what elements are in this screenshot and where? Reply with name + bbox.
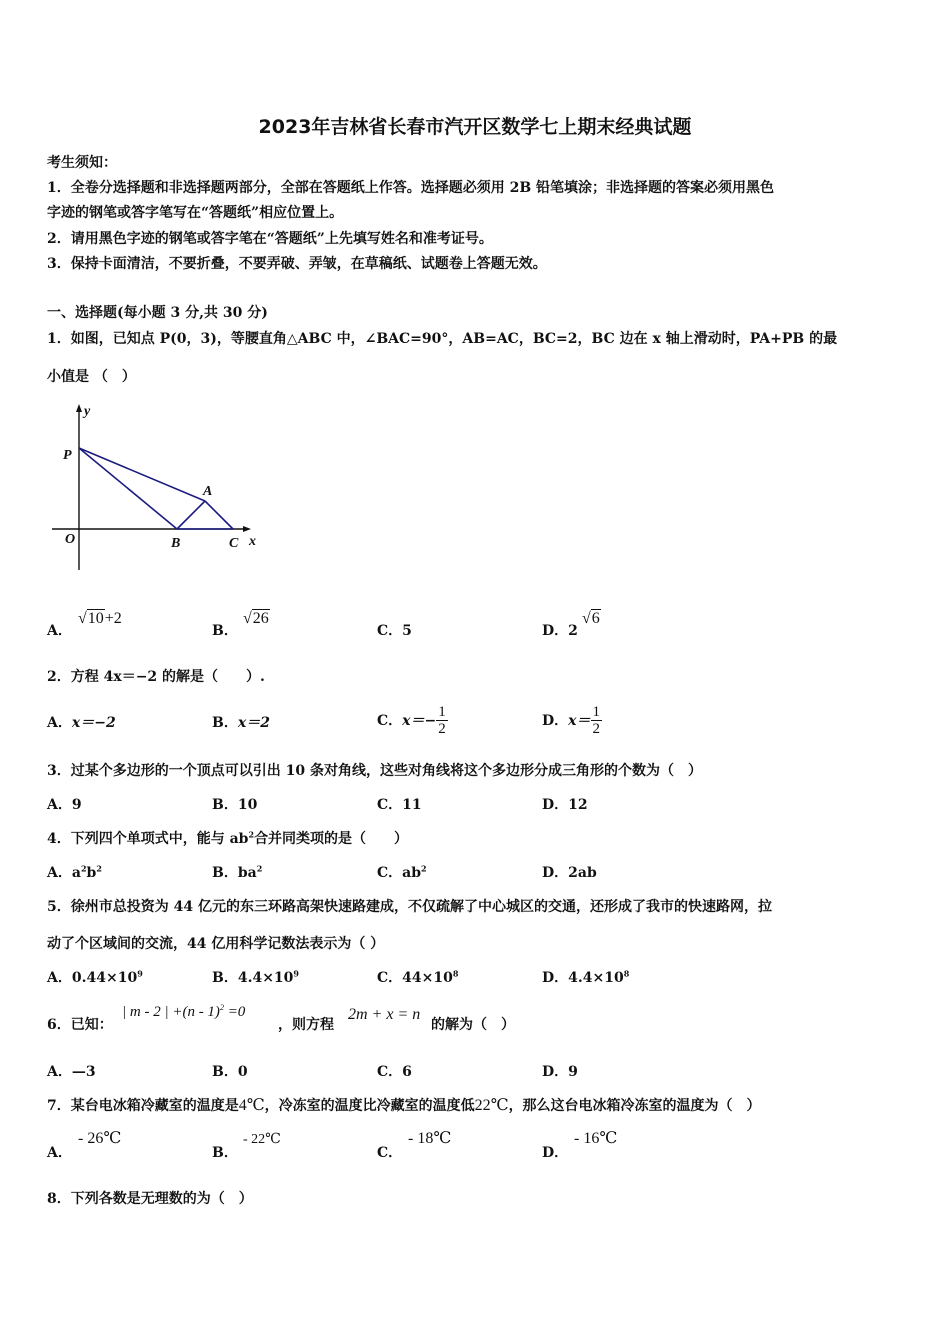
- option-letter: A．: [47, 797, 72, 813]
- q1-option-d[interactable]: [542, 620, 578, 640]
- option-text: x＝: [568, 713, 591, 729]
- q6-option-b[interactable]: [212, 1061, 248, 1081]
- q1-figure: [48, 400, 268, 575]
- label-x: x: [249, 534, 256, 549]
- option-letter: C．: [377, 970, 403, 986]
- q6-option-c[interactable]: [377, 1061, 412, 1081]
- q5-option-c[interactable]: [377, 967, 458, 987]
- q4-stem-exponent: 2: [248, 829, 255, 840]
- option-coef: 2: [568, 623, 578, 639]
- q2-stem: 2．方程 4x＝−2 的解是（ ）.: [47, 669, 265, 685]
- fraction: [591, 704, 603, 737]
- q7-option-a-value: - 26℃: [78, 1130, 122, 1147]
- q1-option-d-value: √6: [582, 610, 600, 627]
- option-letter: B．: [212, 623, 238, 639]
- option-letter: D．: [542, 970, 569, 986]
- q8-stem: 8．下列各数是无理数的为（ ）: [47, 1191, 253, 1207]
- option-letter: B．: [212, 970, 238, 986]
- option-exponent: 2: [96, 863, 102, 874]
- denominator: 2: [438, 720, 446, 737]
- option-letter: A．: [47, 865, 72, 881]
- q6-prefix: 6．已知：: [47, 1017, 113, 1033]
- option-term: ab: [402, 865, 422, 881]
- q4-option-a[interactable]: [47, 862, 102, 882]
- option-letter: B．: [212, 797, 238, 813]
- option-exponent: 9: [293, 968, 299, 979]
- option-text: x＝2: [237, 715, 270, 731]
- q4-option-b[interactable]: [212, 862, 262, 882]
- radicand: 6: [591, 610, 600, 627]
- q4-stem-text: 4．下列四个单项式中，能与 ab: [47, 831, 249, 847]
- option-term: a: [71, 865, 81, 881]
- q2-option-d[interactable]: [542, 700, 602, 740]
- q7-stem: [47, 1095, 761, 1115]
- segment-ab: [177, 501, 205, 529]
- q6-condition-end: =0: [223, 1004, 246, 1020]
- q5-option-d[interactable]: [542, 967, 629, 987]
- option-letter: C．: [377, 797, 403, 813]
- option-text: x＝−: [402, 713, 437, 729]
- q7-stem-text-mid: ，冷冻室的温度比冷藏室的温度低: [264, 1098, 475, 1114]
- q6-condition: [122, 1003, 245, 1021]
- radicand: 26: [252, 610, 269, 627]
- option-letter: A．: [47, 1064, 72, 1080]
- q6-option-d[interactable]: [542, 1061, 578, 1081]
- fraction: [436, 704, 448, 737]
- option-letter: A．: [47, 1145, 72, 1161]
- option-letter: C．: [377, 1064, 403, 1080]
- q2-option-a[interactable]: [47, 712, 116, 732]
- option-letter: D．: [542, 1064, 569, 1080]
- option-text: 12: [568, 797, 588, 813]
- q1-option-b-value: √26: [243, 610, 269, 627]
- q4-stem-text-end: 合并同类项的是（ ）: [254, 831, 409, 847]
- label-c: C: [229, 536, 239, 551]
- option-text: 11: [402, 797, 422, 813]
- q3-stem: 3．过某个多边形的一个顶点可以引出 10 条对角线，这些对角线将这个多边形分成三角形的个数为（ ）: [47, 763, 702, 779]
- q7-option-d[interactable]: [542, 1142, 568, 1162]
- q3-option-d[interactable]: [542, 794, 588, 814]
- page-title: 2023年吉林省长春市汽开区数学七上期末经典试题: [258, 116, 692, 138]
- option-exponent: 9: [137, 968, 143, 979]
- option-term: b: [86, 865, 97, 881]
- q6-middle: ，则方程: [278, 1017, 334, 1033]
- option-base: 4.4×10: [568, 970, 624, 986]
- option-exponent: 2: [256, 863, 263, 874]
- q1-option-b[interactable]: [212, 620, 238, 640]
- q6-suffix: 的解为（ ）: [431, 1017, 515, 1033]
- option-text: x＝−2: [71, 715, 116, 731]
- option-letter: D．: [542, 865, 569, 881]
- option-exponent: 2: [80, 863, 87, 874]
- q5-stem-line-1: 5．徐州市总投资为 44 亿元的东三环路高架快速路建成，不仅疏解了中心城区的交通，还形成了我市的快速路网，拉: [47, 899, 772, 915]
- option-letter: D．: [542, 713, 569, 729]
- label-b: B: [171, 536, 181, 551]
- notice-item-3: 3．保持卡面清洁，不要折叠，不要弄破、弄皱，在草稿纸、试题卷上答题无效。: [47, 256, 547, 272]
- option-text: 0: [237, 1064, 248, 1080]
- x-axis-arrow: [243, 526, 251, 532]
- q5-stem-line-2: 动了个区域间的交流，44 亿用科学记数法表示为（ ）: [47, 936, 385, 952]
- section-heading: 一、选择题(每小题 3 分,共 30 分): [47, 305, 268, 321]
- option-letter: A．: [47, 970, 72, 986]
- option-letter: A．: [47, 623, 72, 639]
- option-tail: +2: [104, 610, 122, 627]
- q7-fridge-temp: 4℃: [238, 1097, 265, 1114]
- radicand: 10: [87, 610, 104, 627]
- label-o: O: [65, 532, 76, 547]
- numerator: 1: [592, 703, 600, 720]
- option-text: 9: [568, 1064, 578, 1080]
- label-p: P: [63, 448, 72, 463]
- option-term: 2ab: [568, 865, 597, 881]
- q6-condition-exponent: 2: [219, 1003, 224, 1012]
- q1-option-c[interactable]: [377, 620, 412, 640]
- notice-item-1-line-1: 1．全卷分选择题和非选择题两部分，全部在答题纸上作答。选择题必须用 2B 铅笔填涂；非选择题的答案必须用黑色: [47, 180, 775, 196]
- q6-condition-text: | m - 2 | +(n - 1): [122, 1004, 220, 1020]
- option-letter: B．: [212, 1064, 238, 1080]
- q5-option-b[interactable]: [212, 967, 299, 987]
- option-letter: B．: [212, 715, 238, 731]
- notice-heading: 考生须知：: [47, 155, 117, 171]
- option-text: 9: [71, 797, 82, 813]
- option-exponent: 8: [452, 968, 459, 979]
- notice-item-1-line-2: 字迹的钢笔或答字笔写在“答题纸”相应位置上。: [47, 205, 344, 221]
- notice-item-2: 2．请用黑色字迹的钢笔或答字笔在“答题纸”上先填写姓名和准考证号。: [47, 231, 493, 247]
- label-a: A: [203, 484, 213, 499]
- option-text: 10: [237, 797, 258, 813]
- q7-option-c-value: - 18℃: [408, 1130, 452, 1147]
- q4-option-c[interactable]: [377, 862, 427, 882]
- q6-equation: 2m + x = n: [348, 1006, 421, 1023]
- q7-option-b-value: - 22℃: [243, 1132, 281, 1147]
- option-text: —3: [71, 1064, 96, 1080]
- option-letter: C．: [377, 623, 403, 639]
- q4-option-d[interactable]: [542, 862, 597, 882]
- option-letter: C．: [377, 865, 403, 881]
- q2-option-b[interactable]: [212, 712, 270, 732]
- q7-stem-text-end: ，那么这台电冰箱冷冻室的温度为（ ）: [508, 1098, 761, 1114]
- option-letter: D．: [542, 797, 569, 813]
- q1-stem-line-1: 1．如图，已知点 P(0，3)，等腰直角△ABC 中，∠BAC=90°，AB=AC，BC=2，BC 边在 x 轴上滑动时，PA+PB 的最: [47, 331, 838, 347]
- option-text: 5: [402, 623, 412, 639]
- q7-option-d-value: - 16℃: [574, 1130, 618, 1147]
- option-letter: B．: [212, 1145, 238, 1161]
- label-y: y: [84, 404, 91, 419]
- option-exponent: 8: [623, 968, 630, 979]
- option-letter: C．: [377, 1145, 403, 1161]
- q7-stem-text: 7．某台电冰箱冷藏室的温度是: [47, 1098, 239, 1114]
- denominator: 2: [592, 720, 600, 737]
- option-base: 44×10: [402, 970, 453, 986]
- q1-option-a[interactable]: [47, 620, 72, 640]
- segment-ac: [205, 501, 233, 529]
- option-letter: D．: [542, 1145, 569, 1161]
- option-base: 4.4×10: [237, 970, 294, 986]
- option-letter: B．: [212, 865, 238, 881]
- segment-pa: [79, 448, 205, 501]
- q2-option-c[interactable]: [377, 700, 448, 740]
- q3-option-a[interactable]: [47, 794, 82, 814]
- q1-stem-line-2: 小值是 （ ）: [47, 369, 136, 385]
- q5-option-a[interactable]: [47, 967, 143, 987]
- q7-temp-difference: 22℃: [474, 1097, 509, 1114]
- option-term: ba: [237, 865, 257, 881]
- option-letter: C．: [377, 713, 403, 729]
- option-base: 0.44×10: [71, 970, 138, 986]
- q3-option-b[interactable]: [212, 794, 257, 814]
- q1-option-a-value: √10+2: [78, 610, 122, 627]
- segment-pb: [79, 448, 177, 529]
- q6-option-a[interactable]: [47, 1061, 96, 1081]
- option-text: 6: [402, 1064, 412, 1080]
- q3-option-c[interactable]: [377, 794, 422, 814]
- q4-stem: [47, 828, 408, 848]
- y-axis-arrow: [76, 404, 82, 412]
- q7-option-a[interactable]: [47, 1142, 72, 1162]
- numerator: 1: [438, 703, 446, 720]
- option-exponent: 2: [421, 863, 427, 874]
- option-letter: D．: [542, 623, 569, 639]
- q7-option-b[interactable]: [212, 1142, 238, 1162]
- option-letter: A．: [47, 715, 72, 731]
- q7-option-c[interactable]: [377, 1142, 402, 1162]
